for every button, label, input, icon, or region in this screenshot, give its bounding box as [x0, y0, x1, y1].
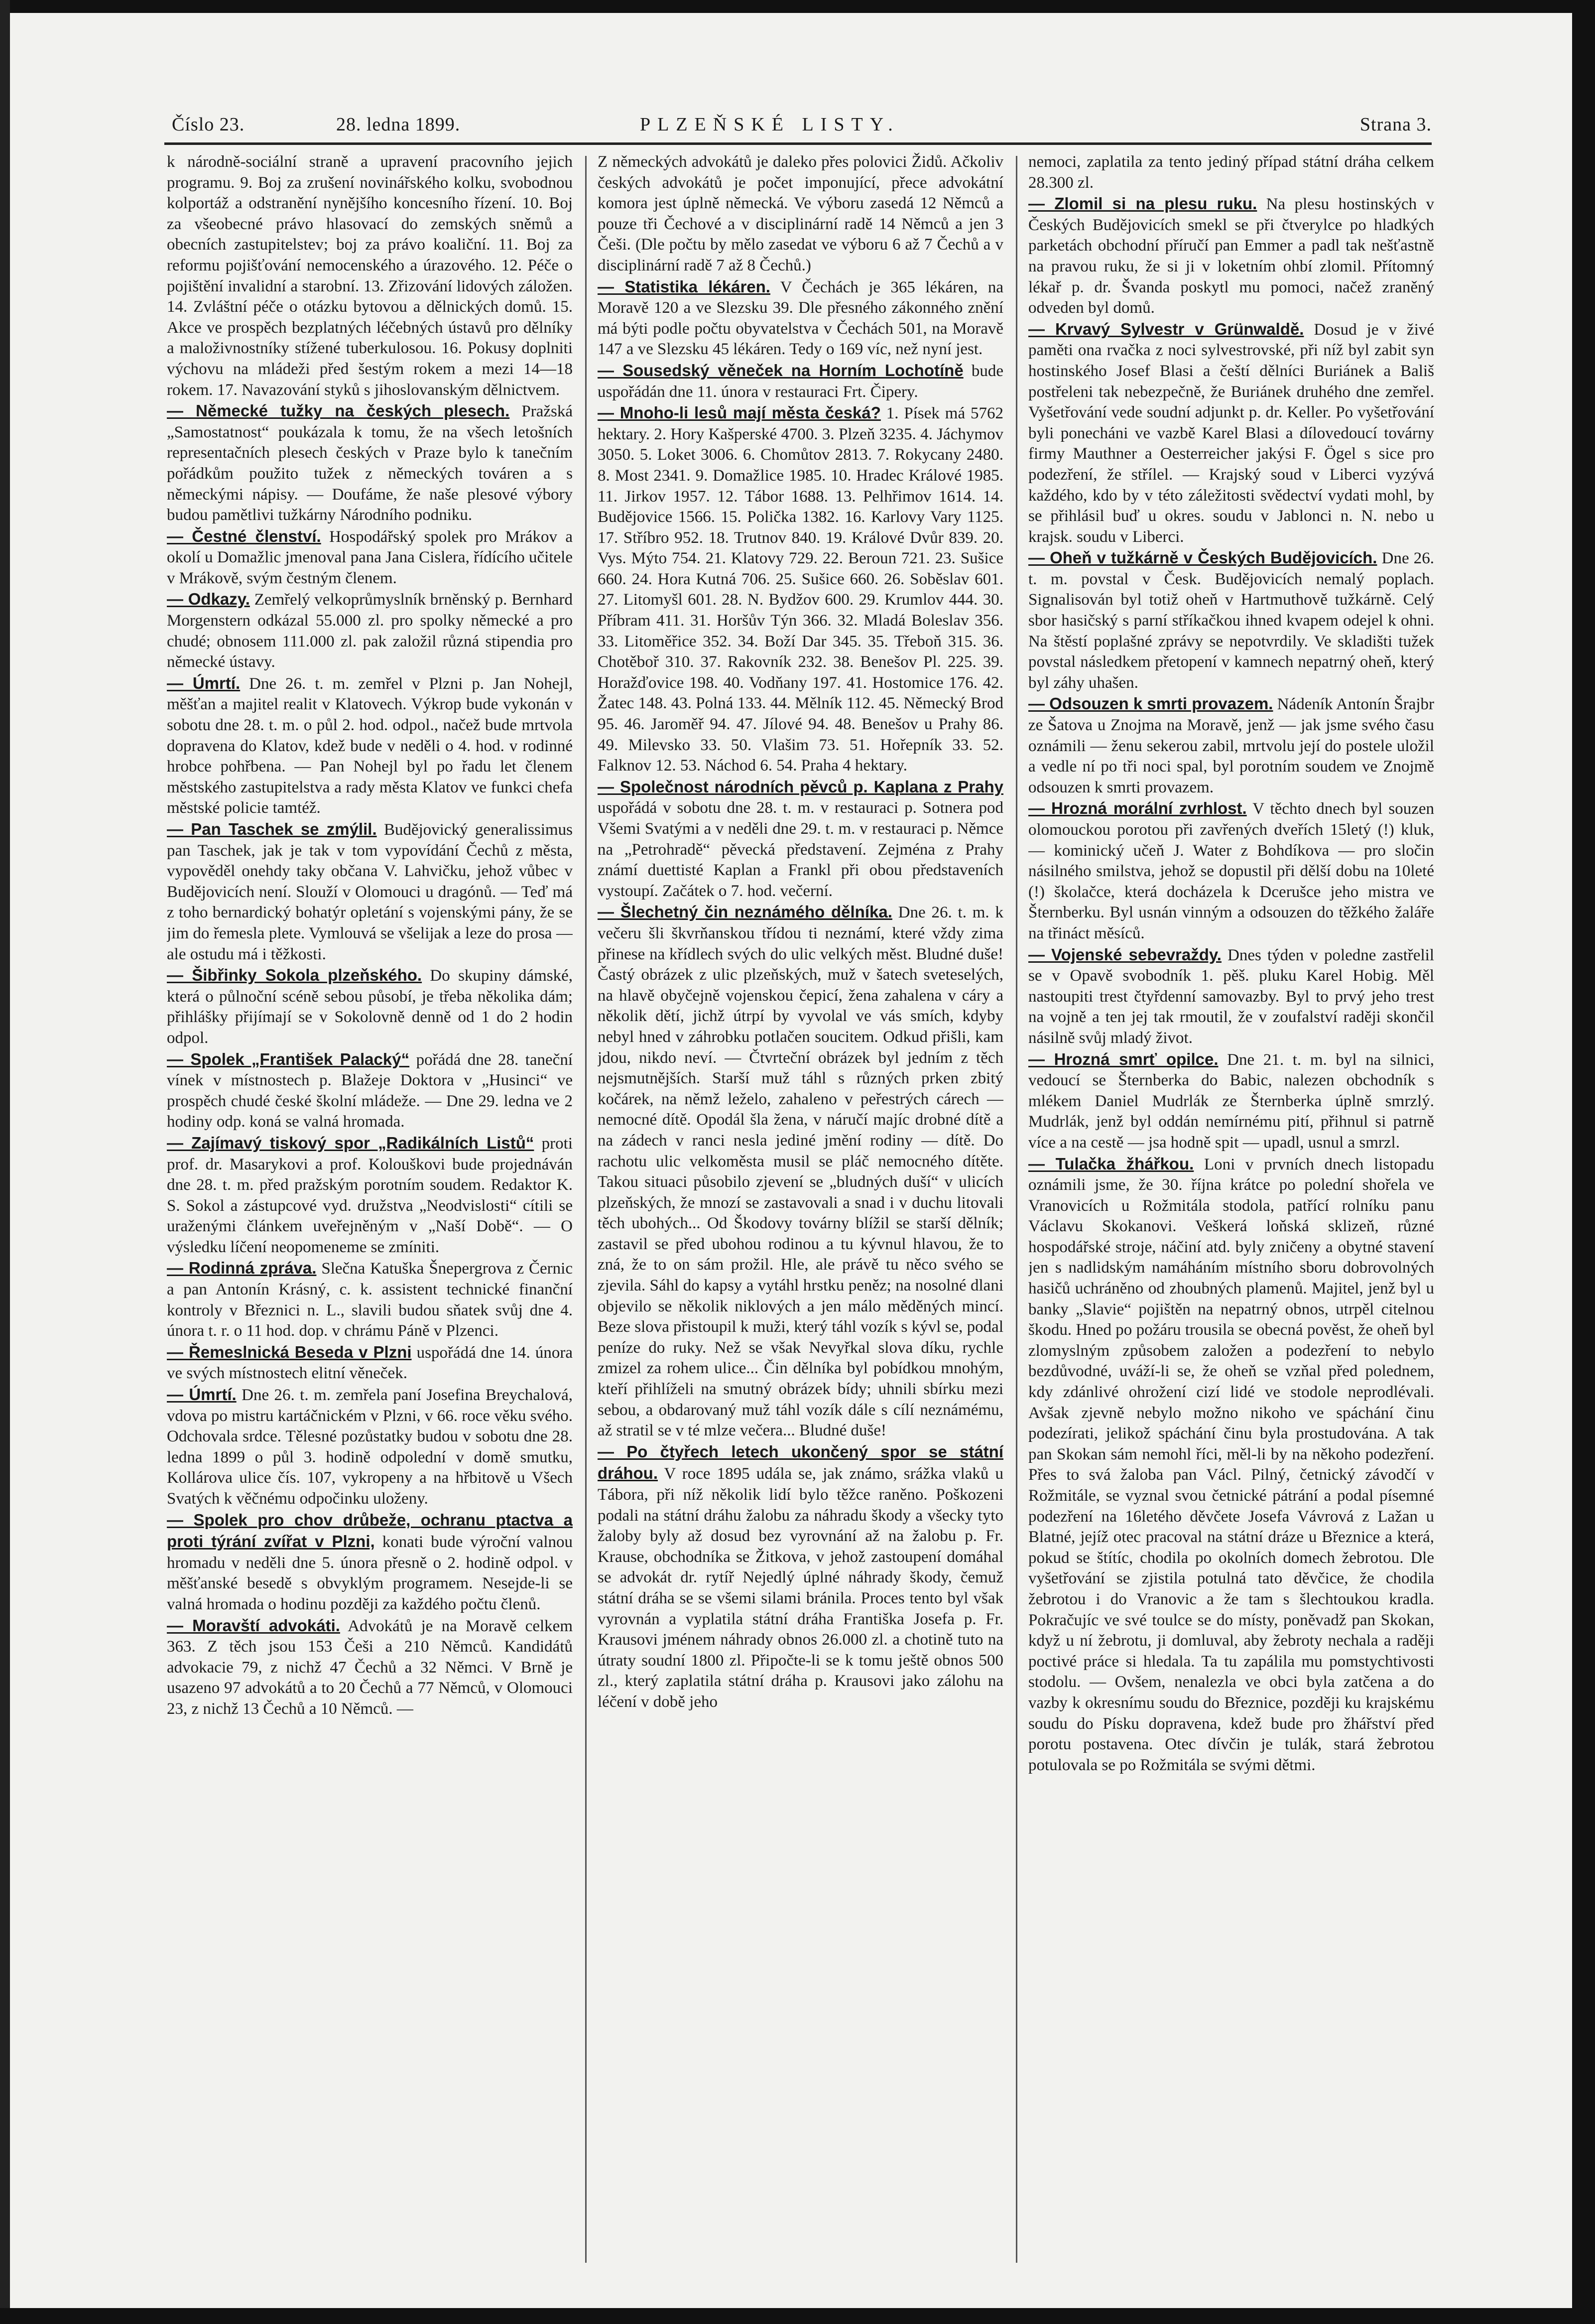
article-title: — Německé tužky na českých plesech. [167, 401, 510, 420]
article-title: — Řemeslnická Beseda v Plzni [167, 1342, 412, 1361]
column-1 [167, 152, 573, 2269]
article-title: — Sousedský věneček na Horním Lochotíně [598, 361, 964, 380]
issue-number: Číslo 23. [172, 114, 245, 135]
article-body: V Čechách je 365 lékáren, na Moravě 120 a ve Slezsku 39. Dle přesného zákonného znění má býti podle počtu obyvatelstva v Čechách 501, na Moravě 147 a ve Slezsku 45 lékáren. Tedy o 169 víc, než nyní jest. [598, 278, 1003, 359]
scan-border-top [0, 0, 1595, 13]
article-body: Do skupiny dámské, která o půlnoční scéně sebou působí, je třeba několika dám; přihlášky přijímají se v Sokolovně denně od 1 do 2 hodin odpol. [167, 967, 573, 1047]
article [167, 819, 573, 965]
article [1028, 193, 1434, 319]
column-2 [598, 152, 1003, 2269]
article-title: — Spolek pro chov drůbeže, ochranu ptactva a proti týrání zvířat v Plzni, [167, 1510, 573, 1551]
article [167, 1342, 573, 1384]
article-body: Loni v prvních dnech listopadu oznámili jsme, že 30. října krátce po polední shořela ve Vranovicích u Rožmitála stodola, patřící rolníku panu Václavu Skokanovi. Veškerá loňská sklizeň, různé hospodářské stroje, náčiní atd. byly zničeny a obytné stavení jen s nadlidským namáháním místního sboru dobrovolných hasičů uchráněno od zhoubných plamenů. Majitel, jenž byl u banky „Slavie“ pojištěn na nepatrný obnos, utrpěl citelnou škodu. Hned po požáru trousila se obecná pověst, že oheň byl zlomyslným způsobem založen a podezření to nebylo bezdůvodné, uváží-li se, že oheň se vzňal před polednem, kdy zdánlivé ohrožení cizí lidé ve stodole neprodlévali. Avšak zjevně nebylo možno nikoho ve spáchání činu podezírati, jelikož spáchání činu byla prostudována. A tak pan Skokan sám nemohl říci, měl-li by na někoho podezření. Přes to svá žaloba pan Václ. Pilný, četnický závodčí v Rožmitále, se vyznal svou četnické pátrání a podal písemné podezření na 16letého děvčete Josefa Vávrová z Lažan u Blatné, jejíž otec pracoval na státní dráze u Březnice a která, pokud se štítíc, chodila po okolních domech žebrotou. Dle vyšetřování se zjistila potulná tato děvčice, že chodila žebrotou i do Vranovic a že tam s šlechtoukou kradla. Pokračujíc ve své toulce se do místy, poněvadž pan Skokan, když u ní žebrotu, ji domluval, aby žebroty nechala a raději poctivé práce si hledala. Ta tu zapálila mu pomstychtivosti stodolu. — Ovšem, nenalezla ve obci byla zatčena a do vazby k okresnímu soudu do Březnice, později ku krajskému soudu do Písku dopravena, kdež bude pro žhářství před porotu postavena. Otec dívčin je tulák, stará žebrotou potulovala se po Rožmitála se svými dětmi. [1028, 1155, 1434, 1774]
article [167, 1384, 573, 1510]
article-title: — Odkazy. [167, 590, 250, 609]
article [598, 902, 1003, 1441]
article-title: — Čestné členství. [167, 526, 321, 545]
article-title: — Hrozná morální zvrhlost. [1028, 799, 1247, 818]
article-title: — Úmrtí. [167, 673, 241, 692]
article [1028, 1049, 1434, 1154]
article-title: — Úmrtí. [167, 1385, 237, 1404]
article [598, 360, 1003, 402]
article-title: — Mnoho-li lesů mají města česká? [598, 403, 881, 422]
article [1028, 798, 1434, 944]
article-body: Pražská „Samostatnost“ poukázala k tomu, že na všech letošních representačních plesech českých v Praze bylo k tanečním pořádkům použito tužek z německých továren a s německými nápisy. — Doufáme, že naše plesové výbory budou pamětlivi tužkárny Národního podniku. [167, 402, 573, 524]
article [1028, 693, 1434, 798]
article-body: Z německých advokátů je daleko přes polovici Židů. Ačkoliv českých advokátů je počet imponující, přece advokátní komora jest úplně německá. Ve výboru zasedá 12 Němců a pouze tři Čechové a v disciplinární radě 14 Němců a jen 3 Češi. (Dle počtu by mělo zasedat ve výboru 6 až 7 Čechů a v disciplinární radě 7 až 8 Čechů.) [598, 153, 1003, 274]
article-title: — Odsouzen k smrti provazem. [1028, 694, 1273, 713]
article [167, 1258, 573, 1341]
article-title: — Po čtyřech letech ukončený spor se státní dráhou. [598, 1442, 1003, 1483]
article-body: nemoci, zaplatila za tento jediný případ státní dráha celkem 28.300 zl. [1028, 153, 1434, 192]
newspaper-title: PLZEŇSKÉ LISTY. [640, 114, 900, 135]
article-title: — Spolek „František Palacký“ [167, 1049, 410, 1068]
article [1028, 319, 1434, 548]
article-body: Dne 21. t. m. byl na silnici, vedoucí se Šternberka do Babic, nalezen obchodník s mlékem Daniel Mudrlák ze Šternberka úplně smrzlý. Mudrlák, jenž byl oddán nemírnému pití, přihnul si patrně více a na cestě — jsa hodně spit — upadl, usnul a smrzl. [1028, 1050, 1434, 1152]
article-body: Dnes týden v poledne zastřelil se v Opavě svobodník 1. pěš. pluku Karel Hobig. Měl nastoupiti trest čtyřdenní samovazby. Byl to prvý jeho trest na vojně a ten jej tak rmoutil, že v zoufalství raději skončil násilně svůj mladý život. [1028, 946, 1434, 1047]
scan-border-bottom [0, 2308, 1595, 2324]
article-title: — Statistika lékáren. [598, 277, 770, 296]
article [598, 276, 1003, 360]
article-body: k národně-sociální straně a upravení pracovního jejich programu. 9. Boj za zrušení novinářského kolku, svobodnou kolportáž a odstranění nynějšího koncesního řízení. 10. Boj za všeobecné právo hlasovací do zemských sněmů a obecních zastupitelstev; boj za právo koaliční. 11. Boj za reformu pojišťování nemocenského a úrazového. 12. Péče o pojištění invalidní a starobní. 13. Zřizování lidových záložen. 14. Zvláštní péče o otázku bytovou a dělnických domů. 15. Akce ve prospěch bezplatných léčebných ústavů pro dělníky a maloživnostníky stížené tuberkulosou. 16. Pokusy doplniti výchovu na mládeži před šestým rokem a mezi 14—18 rokem. 17. Navazování styků s jihoslovanským dělnictvem. [167, 153, 573, 399]
article-body: proti prof. dr. Masarykovi a prof. Kolouškovi bude projednáván dne 28. t. m. před pražským porotním soudem. Redaktor K. S. Sokol a zástupcové vyd. družstva „Neodvislosti“ cítili se uraženými článkem uveřejněným v „Naší Době“. — O výsledku líčení neopomeneme se zmíniti. [167, 1134, 573, 1256]
article-title: — Rodinná zpráva. [167, 1259, 317, 1278]
column-divider [585, 156, 587, 2263]
article-body: uspořádá v sobotu dne 28. t. m. v restauraci p. Sotnera pod Všemi Svatými a v neděli dne 29. t. m. v restauraci p. Němce na „Petrohradě“ pěvecká představení. Zejména z Prahy známí duettisté Kaplan a Frankl při obou představeních vystoupí. Začátek o 7. hod. večerní. [598, 799, 1003, 900]
article [167, 526, 573, 589]
article-body: 1. Písek má 5762 hektary. 2. Hory Kašperské 4700. 3. Plzeň 3235. 4. Jáchymov 3050. 5. Loket 3006. 6. Chomůtov 2813. 7. Rokycany 2480. 8. Most 2341. 9. Domažlice 1985. 10. Hradec Králové 1985. 11. Jirkov 1957. 12. Tábor 1688. 13. Pelhřimov 1614. 14. Budějovice 1566. 15. Polička 1382. 16. Karlovy Vary 1125. 17. Stříbro 952. 18. Trutnov 840. 19. Králové Dvůr 839. 20. Vys. Mýto 754. 21. Klatovy 729. 22. Beroun 721. 23. Sušice 660. 24. Hora Kutná 706. 25. Sušice 660. 26. Soběslav 601. 27. Litomyšl 601. 28. N. Bydžov 600. 29. Krumlov 444. 30. Příbram 411. 31. Horšův Týn 366. 32. Mladá Boleslav 356. 33. Litoměřice 352. 34. Boží Dar 345. 35. Třeboň 315. 36. Chotěboř 310. 37. Rakovník 232. 38. Benešov Pl. 225. 39. Horažďovice 198. 40. Vodňany 197. 41. Hostomice 176. 42. Žatec 148. 43. Polná 133. 44. Mělník 112. 45. Německý Brod 95. 46. Jaroměř 94. 47. Jílové 94. 48. Benešov u Prahy 86. 49. Milevsko 33. 50. Vlašim 73. 51. Hořepník 33. 52. Falknov 12. 53. Náchod 6. 54. Praha 4 hektary. [598, 404, 1003, 775]
article-body: bude uspořádán dne 11. února v restauraci Frt. Čipery. [598, 362, 1003, 401]
article-title: — Hrozná smrť opilce. [1028, 1049, 1219, 1068]
article-title: — Zlomil si na plesu ruku. [1028, 194, 1257, 213]
scan-border-right [1572, 0, 1595, 2324]
article-title: — Moravští advokáti. [167, 1616, 340, 1635]
article [167, 1510, 573, 1615]
article-title: — Vojenské sebevraždy. [1028, 945, 1222, 964]
article-body: Zemřelý velkoprůmyslník brněnský p. Bernhard Morgenstern odkázal 55.000 zl. pro spolky německé a pro chudé; obnosem 111.000 zl. pak založil různá stipendia pro německé ústavy. [167, 591, 573, 671]
article-body: Dne 26. t. m. zemřel v Plzni p. Jan Nohejl, měšťan a majitel realit v Klatovech. Výkrop bude vykonán v sobotu dne 28. t. m. o půl 2. hod. odpol., načež bude mrtvola dopravena do Klatov, kdež bude v neděli o 4. hod. v rodinné hrobce pohřbena. — Pan Nohejl byl po řadu let členem městského zastupitelstva a rady města Klatov ve funkci chefa městské policie tamtéž. [167, 674, 573, 817]
column-3 [1028, 152, 1434, 2269]
article [167, 1615, 573, 1720]
article-title: — Tulačka žhářkou. [1028, 1154, 1194, 1173]
article [167, 152, 573, 400]
article [598, 776, 1003, 902]
article [1028, 152, 1434, 193]
article-body: Dosud je v živé paměti ona rvačka z noci sylvestrovské, při níž byl zabit syn hostinského Josef Blasi a čeští dělníci Buriánek a Bališ postřeleni tak nebezpečně, že Buriánek druhého dne zemřel. Vyšetřování vede soudní adjunkt p. dr. Keller. Po vyšetřování byli ponecháni ve vazbě Karel Blasi a dílovedoucí továrny firmy Mauthner a Oesterreicher jakýsi F. Ögel s sice pro podezření, že střílel. — Krajský soud v Liberci vyzývá každého, kdo by v této záležitosti svědectví vydati mohl, by se přihlásil buď u okres. soudu v Jablonci n. N. nebo u krajsk. soudu v Liberci. [1028, 320, 1434, 546]
article-body: Dne 26. t. m. zemřela paní Josefina Breychalová, vdova po mistru kartáčnickém v Plzni, v 66. roce věku svého. Odchovala srdce. Tělesné pozůstatky budou v sobotu dne 28. ledna 1899 o půl 3. hodině odpolední v domě smutku, Kollárova ulice čís. 107, vykropeny a na hřbitově u Všech Svatých k věčnému odpočinku uloženy. [167, 1386, 573, 1508]
article-title: — Zajímavý tiskový spor „Radikálních Listů“ [167, 1133, 534, 1152]
article-body: Dne 26. t. m. povstal v Česk. Budějovicích nemalý poplach. Signalisován byl totiž oheň v Hartmuthově tužkárně. Celý sbor hasičský s parní stříkačkou ihned kvapem odejel k ohni. Na štěstí poplašné zprávy se nepotvrdily. Ve skladišti tužek povstal následkem přetopení v kamnech nepatrný oheň, který byl záhy uhašen. [1028, 549, 1434, 692]
article [167, 589, 573, 672]
article [167, 673, 573, 819]
article-body: Budějovický generalissimus pan Taschek, jak je tak v tom vypovídání Čechů z města, vypověděl onehdy taky občana V. Lahvičku, jehož vůbec v Budějovicích není. Slouží v Olomouci u dragónů. — Teď má z toho bernardický bohatýr opletání s vojenskými pány, že se jim do řemesla plete. Vymlouvá se všelijak a leze do prosa — ale ostudu má i těžkosti. [167, 821, 573, 963]
article-columns [167, 152, 1434, 2274]
article-title: — Společnost národních pěvců p. Kaplana z Prahy [598, 777, 1003, 796]
article [598, 1441, 1003, 1713]
header-rule [164, 142, 1432, 145]
article-title: — Oheň v tužkárně v Českých Budějovicích. [1028, 548, 1377, 567]
article-title: — Pan Taschek se zmýlil. [167, 820, 377, 838]
article-title: — Krvavý Sylvestr v Grünwaldě. [1028, 319, 1304, 338]
article [167, 1133, 573, 1258]
article [167, 1049, 573, 1133]
article-body: Na plesu hostinských v Českých Budějovicích smekl se při čtverylce po hladkých parketách obchodní příručí pan Emmer a padl tak nešťastně na pravou ruku, že si ji v loketním ohbí zlomil. Přítomný lékař p. dr. Švanda poskytl mu pomoci, načež zraněný odveden byl domů. [1028, 195, 1434, 317]
scan-border-left [0, 0, 10, 2324]
article-body: Advokátů je na Moravě celkem 363. Z těch jsou 153 Češi a 210 Němců. Kandidátů advokacie 79, z nichž 47 Čechů a 32 Němci. V Brně je usazeno 97 advokátů a to 20 Čechů a 77 Němců, v Olomouci 23, z nichž 13 Čechů a 10 Němců. — [167, 1617, 573, 1718]
article [1028, 944, 1434, 1049]
article-title: — Šibřinky Sokola plzeňského. [167, 966, 422, 985]
article [167, 400, 573, 526]
article [1028, 1154, 1434, 1776]
article-body: Slečna Katuška Šnepergrova z Černic a pan Antonín Krásný, c. k. assistent technické finanční kontroly v Březnici n. L., slavili budou sňatek svůj dne 4. února t. r. o 11 hod. dop. v chrámu Páně v Plzenci. [167, 1260, 573, 1340]
article-body: pořádá dne 28. taneční vínek v místnostech p. Blažeje Doktora v „Husinci“ ve prospěch chudé české školní mládeže. — Dne 29. ledna ve 2 hodiny odp. koná se valná hromada. [167, 1050, 573, 1131]
article-body: Nádeník Antonín Šrajbr ze Šatova u Znojma na Moravě, jenž — jak jsme svého času oznámili — ženu sekerou zabil, mrtvolu její do postele uložil a vedle ní po tři noci spal, byl porotním soudem ve Znojmě odsouzen k smrti provazem. [1028, 695, 1434, 796]
page-header [172, 111, 1432, 140]
article-body: konati bude výroční valnou hromadu v neděli dne 5. února přesně o 2. hodině odpol. v měšťanské besedě s obvyklým programem. Nesejde-li se valná hromada o hodinu později za každého počtu členů. [167, 1533, 573, 1613]
column-divider [1016, 156, 1017, 2263]
article-body: Dne 26. t. m. k večeru šli škvrňanskou třídou ti neznámí, které vždy zima přinese na křídlech svých do ulic velkých měst. Bludné duše! Častý obrázek z ulic plzeňských, muž v šatech sveteselých, na hlavě obyčejně vojenskou čepicí, žena zahalena v cáry a několik dětí, jichž útrpí by vyvolal ve vás smích, kdyby nebyl hned v záhrobku potlačen soucitem. Odkud přišli, kam jdou, nikdo neví. — Čtvrteční obrázek byl jedním z těch nejsmutnějších. Starší muž táhl s různých prken zbitý kočárek, na němž leželo, zahaleno v peřestrých cárech — nemocné dítě. Opodál šla žena, v náručí majíc drobné dítě a na zádech v ranci nesla jediné jmění rodiny — dítě. Do rachotu ulic velkoměsta musil se pláč nemocného dítěte. Takou situaci působilo zjevení se „bludných duší“ v ulicích plzeňských, že mnozí se zastavovali a snad i v duchu litovali těch ubohých... Od Škodovy továrny blížil se starší dělník; zastavil se před ubohou rodinou a tu kývnul hlavou, že to zná, že to on sám prožil. Hle, ale právě tu něco svého se zjevila. Sáhl do kapsy a vytáhl hrstku peněz; na nosolné dlani objevilo se několik niklových a jen málo měděných mincí. Beze slova přistoupil k muži, který táhl vozík s kývl se, podal peníze do ruky. Než se však Nevyřkal slova díku, rychle zmizel za rohem ulice... Čin dělníka byl pobídkou mnohým, kteří přihlíželi na smutný obrázek bídy; uhnili sbírku mezi sebou, a obdarovaný muž táhl vozík dále s cílí neznámému, až stratil se v té mlze večera... Bludné duše! [598, 904, 1003, 1440]
article [1028, 547, 1434, 693]
page-number: Strana 3. [1359, 114, 1432, 135]
article-body: V těchto dnech byl souzen olomouckou porotou při zavřených dveřích 15letý (!) kluk, — kominický učeň J. Water z Bohdíkova — pro sločin násilného smilstva, jehož se dopustil při dělší dobu na 10leté (!) školačce, která docházela k Dcerušce jeho mistra ve Šternberku. Byl usnán vinným a odsouzen do těžkého žaláře na třináct měsíců. [1028, 800, 1434, 942]
article [598, 402, 1003, 776]
article [167, 965, 573, 1048]
article-body: uspořádá dne 14. února ve svých místnostech elitní věneček. [167, 1343, 573, 1383]
article-body: V roce 1895 udála se, jak známo, srážka vlaků u Tábora, při níž několik lidí bylo těžce raněno. Poškozeni podali na státní dráhu žalobu za náhradu škody a všecky tyto žaloby byly až dosud bez vyrovnání až na žalobu p. Fr. Krause, obchodníka se Žitkova, v jehož zastoupení domáhal se advokát dr. rytíř Nejedlý úplné náhrady škody, čemuž státní dráha se se všemi silami bránila. Proces tento byl však vyrovnán a vyplatila státní dráha Františka Josefa p. Fr. Krausovi jménem náhrady obnos 26.000 zl. a chotině tuto na útraty soudní 1800 zl. Připočte-li se k tomu ještě obnos 500 zl., který zaplatila státní dráha p. Krausovi jako zálohu na léčení v době jeho [598, 1465, 1003, 1711]
article-body: Hospodářský spolek pro Mrákov a okolí u Domažlic jmenoval pana Jana Cislera, řídícího učitele v Mrákově, svým čestným členem. [167, 527, 573, 587]
issue-date: 28. ledna 1899. [336, 114, 461, 135]
article-title: — Šlechetný čin neznámého dělníka. [598, 903, 892, 921]
article [598, 152, 1003, 276]
